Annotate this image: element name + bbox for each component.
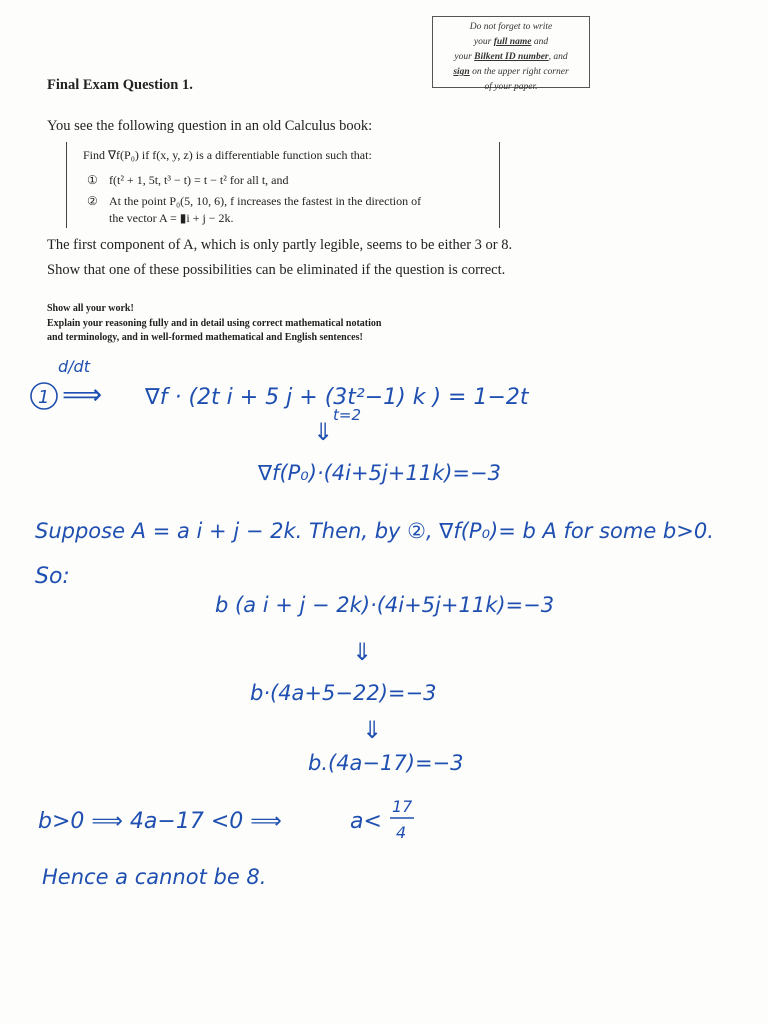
- question-stem: Find ∇f(P₀) if f(x, y, z) is a differentiable function such that:: [83, 148, 372, 162]
- hw-a-less: a<: [350, 809, 382, 834]
- hw-down-arrow-3: ⇓: [362, 716, 383, 744]
- condition-1: f(t² + 1, 5t, t³ − t) = t − t² for all t, and: [109, 173, 289, 187]
- hw-eq-3: b (a i + j − 2k)·(4i+5j+11k)=−3: [215, 593, 555, 617]
- hw-down-arrow-1: ⇓: [313, 418, 334, 446]
- notice-line-1: Do not forget to write: [469, 22, 553, 32]
- notice-line-5: of your paper.: [484, 82, 538, 92]
- exam-question-title: Final Exam Question 1.: [47, 77, 193, 93]
- condition-2-line-2: the vector A = ▮i + j − 2k.: [109, 211, 234, 225]
- notice-line-2: your full name and: [473, 37, 549, 47]
- hw-circle-1: 1: [38, 387, 50, 408]
- intro-text: You see the following question in an old Calculus book:: [47, 118, 373, 134]
- paragraph-2: Show that one of these possibilities can be eliminated if the question is correct.: [47, 262, 506, 278]
- notice-line-4: sign on the upper right corner: [453, 67, 569, 77]
- hw-t-equals-2: t=2: [333, 406, 361, 424]
- hw-eq-4: b·(4a+5−22)=−3: [250, 681, 437, 705]
- hw-ddt: d/dt: [58, 357, 90, 376]
- hw-fraction-denominator: 4: [396, 823, 407, 842]
- hw-down-arrow-2: ⇓: [352, 638, 373, 666]
- hw-arrow-1: ⟹: [62, 378, 103, 411]
- hw-eq-2: ∇f(P₀)·(4i+5j+11k)=−3: [258, 461, 501, 485]
- condition-2-marker: ②: [87, 194, 98, 208]
- instructions-line-2: Explain your reasoning fully and in detail using correct mathematical notation: [47, 318, 382, 329]
- instructions-line-3: and terminology, and in well-formed mathematical and English sentences!: [47, 332, 363, 343]
- instructions-line-1: Show all your work!: [47, 303, 134, 314]
- paragraph-1: The first component of A, which is only partly legible, seems to be either 3 or 8.: [47, 237, 513, 253]
- notice-line-3: your Bilkent ID number, and: [454, 52, 568, 62]
- hw-so: So:: [35, 564, 70, 589]
- condition-2-line-1: At the point P₀(5, 10, 6), f increases the fastest in the direction of: [109, 194, 422, 208]
- condition-1-marker: ①: [87, 173, 98, 187]
- hw-eq-6: b>0 ⟹ 4a−17 <0 ⟹: [38, 809, 282, 834]
- hw-eq-5: b.(4a−17)=−3: [308, 751, 464, 775]
- hw-conclusion: Hence a cannot be 8.: [42, 865, 267, 889]
- hw-eq-1: ∇f · (2t i + 5 j + (3t²−1) k ) = 1−2t: [145, 385, 529, 410]
- hw-fraction-numerator: 17: [392, 797, 413, 816]
- hw-suppose: Suppose A = a i + j − 2k. Then, by ②, ∇f(P₀)= b A for some b>0.: [35, 519, 714, 543]
